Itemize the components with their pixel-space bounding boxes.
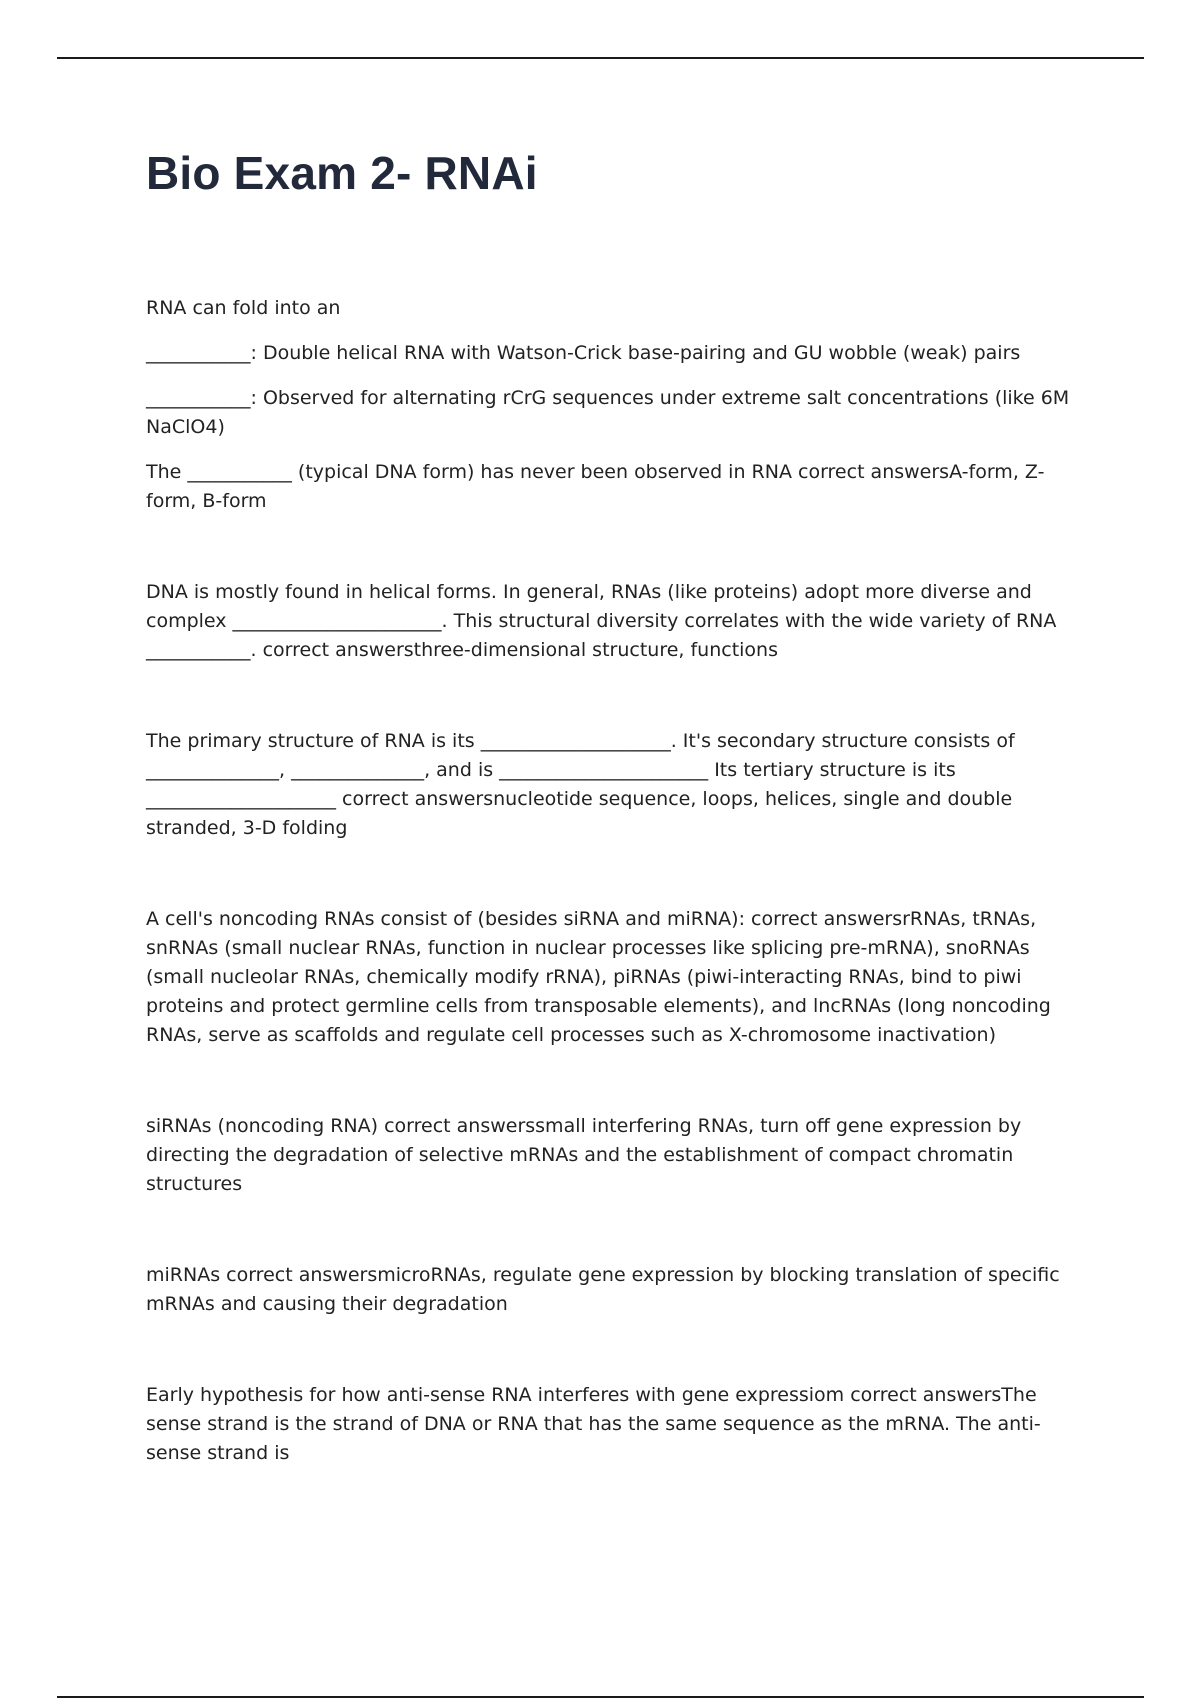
page-title: Bio Exam 2- RNAi bbox=[146, 147, 538, 199]
paragraph-mirnas: miRNAs correct answersmicroRNAs, regulate gene expression by blocking translation of specific mRNAs and causing their degradation bbox=[146, 1264, 1060, 1315]
paragraph-rna-fold-intro: RNA can fold into an bbox=[146, 297, 341, 319]
paragraph-antisense-hypothesis: Early hypothesis for how anti-sense RNA interferes with gene expressiom correct answersThe sense strand is the strand of DNA or RNA that has the same sequence as the mRNA. The anti-sense strand is bbox=[146, 1384, 1041, 1464]
document-body bbox=[146, 294, 1092, 1468]
paragraph-b-form-answer: The ___________ (typical DNA form) has never been observed in RNA correct answersA-form, Z-form, B-form bbox=[146, 461, 1045, 512]
paragraph-noncoding-rnas: A cell's noncoding RNAs consist of (besides siRNA and miRNA): correct answersrRNAs, tRNAs, snRNAs (small nuclear RNAs, function in nuclear processes like splicing pre-mRNA), snoRNAs (small nucleolar RNAs, chemically modify rRNA), piRNAs (piwi-interacting RNAs, bind to piwi proteins and protect germline cells from transposable elements), and lncRNAs (long noncoding RNAs, serve as scaffolds and regulate cell processes such as X-chromosome inactivation) bbox=[146, 908, 1051, 1046]
paragraph-z-form-blank: ___________: Observed for alternating rCrG sequences under extreme salt concentrations (like 6M NaClO4) bbox=[146, 387, 1070, 438]
top-rule bbox=[57, 57, 1144, 59]
paragraph-dna-helical: DNA is mostly found in helical forms. In general, RNAs (like proteins) adopt more diverse and complex ______________________. This structural diversity correlates with the wide variety of RNA ___________. correct answersthree-dimensional structure, functions bbox=[146, 581, 1057, 661]
paragraph-sirnas: siRNAs (noncoding RNA) correct answerssmall interfering RNAs, turn off gene expression by directing the degradation of selective mRNAs and the establishment of compact chromatin structures bbox=[146, 1115, 1022, 1195]
paragraph-a-form-blank: ___________: Double helical RNA with Watson-Crick base-pairing and GU wobble (weak) pairs bbox=[146, 342, 1021, 364]
paragraph-rna-structure: The primary structure of RNA is its ____________________. It's secondary structure consists of ______________, ______________, and is ______________________ Its tertiary structure is its ____________________ correct answersnucleotide sequence, loops, helices, single and double stranded, 3-D folding bbox=[146, 730, 1015, 839]
bottom-rule bbox=[57, 1696, 1144, 1698]
